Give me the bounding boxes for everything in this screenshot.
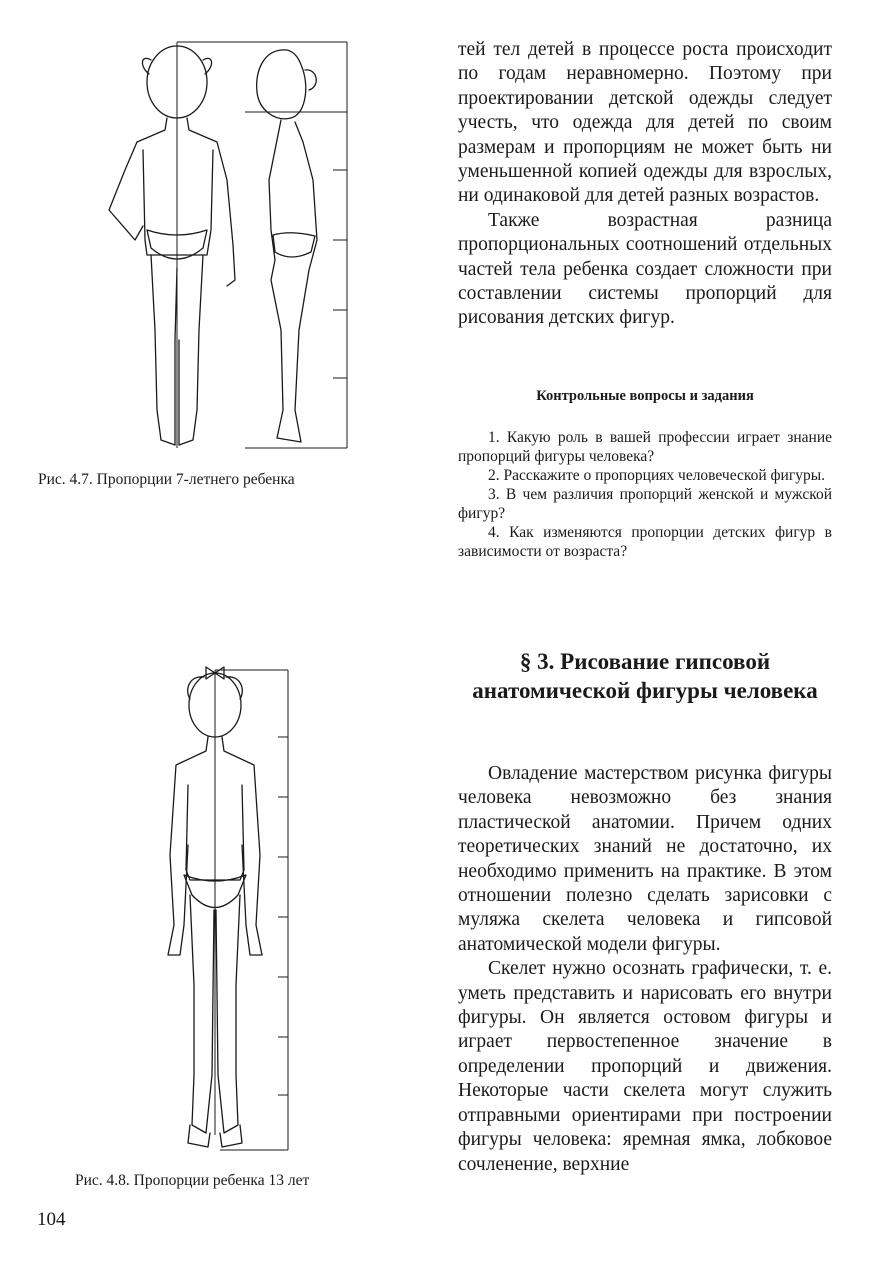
page-number: 104: [37, 1209, 66, 1230]
paragraph-age-difference: Также возрастная разница пропорциональных соотношений отдельных частей тела ребенка создает сложности при составлении системы пропорций для рисования детских фигур.: [458, 209, 832, 329]
questions-list: [458, 428, 832, 561]
question-item: 3. В чем различия пропорций женской и мужской фигур?: [458, 486, 832, 522]
questions-heading: Контрольные вопросы и задания: [536, 388, 754, 404]
question-item: 4. Как изменяются пропорции детских фигур в зависимости от возраста?: [458, 524, 832, 560]
section-title: § 3. Рисование гипсовой анатомической фигуры человека: [472, 649, 818, 703]
figure-4-7-caption: Рис. 4.7. Пропорции 7-летнего ребенка: [38, 471, 295, 488]
text-column-top: [458, 38, 832, 331]
figure-4-7-illustration: [95, 30, 355, 455]
figure-4-8-illustration: [160, 655, 300, 1155]
text-column-bottom: [458, 762, 832, 1177]
paragraph-anatomy: Овладение мастерством рисунка фигуры человека невозможно без знания пластической анатомии. Причем одних теоретических знаний не достаточно, их необходимо применить на практике. В этом отношении полезно сделать зарисовки с муляжа скелета человека и гипсовой анатомической модели фигуры.: [458, 763, 832, 955]
paragraph-skeleton: Скелет нужно осознать графически, т. е. уметь представить и нарисовать его внутри фигуры. Он является остовом фигуры и играет первостепенное значение в определении пропорций и движения. Некоторые части скелета могут служить отправными ориентирами при построении фигуры человека: яремная ямка, лобковое сочленение, верхние: [458, 958, 832, 1175]
question-item: 2. Расскажите о пропорциях человеческой фигуры.: [488, 467, 825, 484]
question-item: 1. Какую роль в вашей профессии играет знание пропорций фигуры человека?: [458, 429, 832, 465]
figure-4-8-caption: Рис. 4.8. Пропорции ребенка 13 лет: [75, 1172, 310, 1189]
paragraph-continuation: тей тел детей в процессе роста происходит по годам неравномерно. Поэтому при проектировании детской одежды следует учесть, что одежда для детей по своим размерам и пропорциям не может быть ни уменьшенной копией одежды для взрослых, ни одинаковой для детей разных возрастов.: [458, 39, 832, 207]
